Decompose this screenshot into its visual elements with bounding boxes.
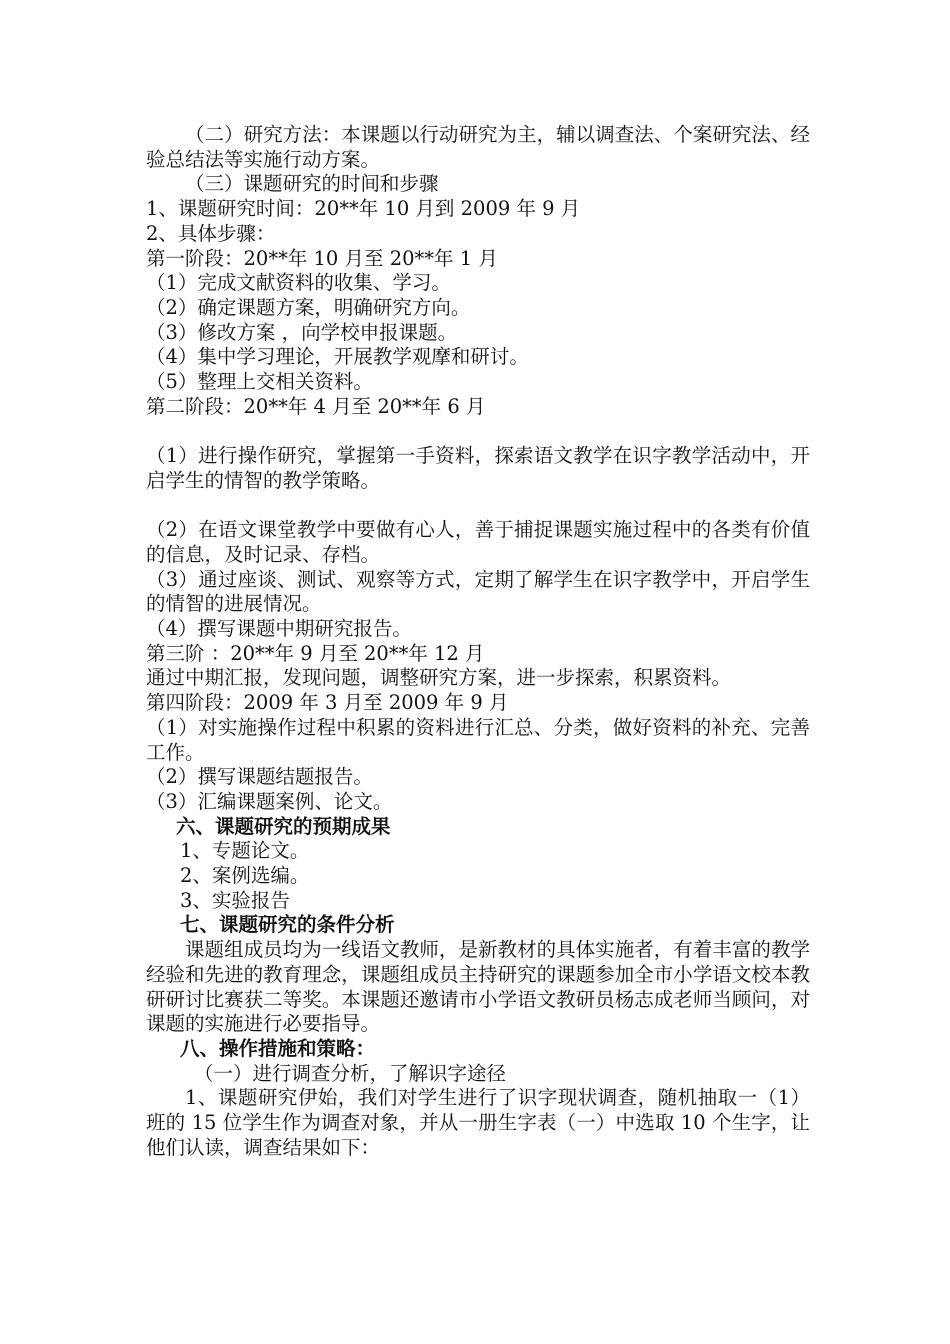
paragraph-research-time: 1、课题研究时间：20**年 10 月到 2009 年 9 月	[146, 197, 581, 221]
paragraph-stage-three: 通过中期汇报，发现问题，调整研究方案，进一步探索，积累资料。	[146, 666, 732, 690]
paragraph-research-method: （二）研究方法：本课题以行动研究为主，辅以调查法、个案研究法、经验总结法等实施行动方案。	[146, 123, 810, 171]
list-item: （1）完成文献资料的收集、学习。	[146, 271, 451, 295]
list-item: 3、实验报告	[180, 888, 290, 912]
list-item: 1、专题论文。	[180, 839, 310, 863]
list-item: （1）进行操作研究，掌握第一手资料，探索语文教学在识字教学活动中，开启学生的情智的教学策略。	[146, 444, 810, 492]
subheading-time-steps: （三）课题研究的时间和步骤	[185, 172, 439, 196]
list-item: （2）在语文课堂教学中要做有心人，善于捕捉课题实施过程中的各类有价值的信息，及时记录、存档。	[146, 518, 810, 566]
list-item: （4）撰写课题中期研究报告。	[146, 617, 412, 641]
list-item: （1）对实施操作过程中积累的资料进行汇总、分类，做好资料的补充、完善工作。	[146, 715, 810, 764]
list-item: （4）集中学习理论，开展教学观摩和研讨。	[146, 345, 529, 369]
blank-line	[146, 419, 810, 444]
paragraph-conditions: 课题组成员均为一线语文教师，是新教材的具体实施者，有着丰富的教学经验和先进的教育理念，课题组成员主持研究的课题参加全市小学语文校本教研研讨比赛获二等奖。本课题还邀请市小学语文教研员杨志成老师当顾问，对课题的实施进行必要指导。	[146, 938, 810, 1036]
stage-one-heading: 第一阶段：20**年 10 月至 20**年 1 月	[146, 246, 498, 270]
section-heading-measures: 八、操作措施和策略：	[180, 1036, 376, 1060]
paragraph-survey: 1、课题研究伊始，我们对学生进行了识字现状调查，随机抽取一（1）班的 15 位学生作为调查对象，并从一册生字表（一）中选取 10 个生字，让他们认读，调查结果如下：	[146, 1086, 810, 1159]
stage-three-heading: 第三阶 ：20**年 9 月至 20**年 12 月	[146, 641, 485, 665]
list-item: （2）确定课题方案，明确研究方向。	[146, 295, 471, 319]
subheading-survey: （一）进行调查分析，了解识字途径	[194, 1061, 507, 1085]
list-item: （2）撰写课题结题报告。	[146, 765, 373, 789]
stage-two-heading: 第二阶段：20**年 4 月至 20**年 6 月	[146, 394, 486, 418]
stage-four-heading: 第四阶段：2009 年 3 月至 2009 年 9 月	[146, 691, 509, 715]
document-body	[146, 123, 810, 1161]
list-item: （3）通过座谈、测试、观察等方式，定期了解学生在识字教学中，开启学生的情智的进展情况。	[146, 567, 810, 616]
section-heading-outcomes: 六、课题研究的预期成果	[176, 814, 391, 838]
list-item: （3）汇编课题案例、论文。	[146, 789, 393, 813]
section-heading-conditions: 七、课题研究的条件分析	[180, 913, 395, 937]
list-item: （3）修改方案 ，向学校申报课题。	[146, 320, 458, 344]
list-item: 2、案例选编。	[180, 864, 310, 888]
blank-line	[146, 494, 810, 519]
paragraph-steps-heading: 2、具体步骤：	[146, 221, 276, 245]
list-item: （5）整理上交相关资料。	[146, 370, 373, 394]
